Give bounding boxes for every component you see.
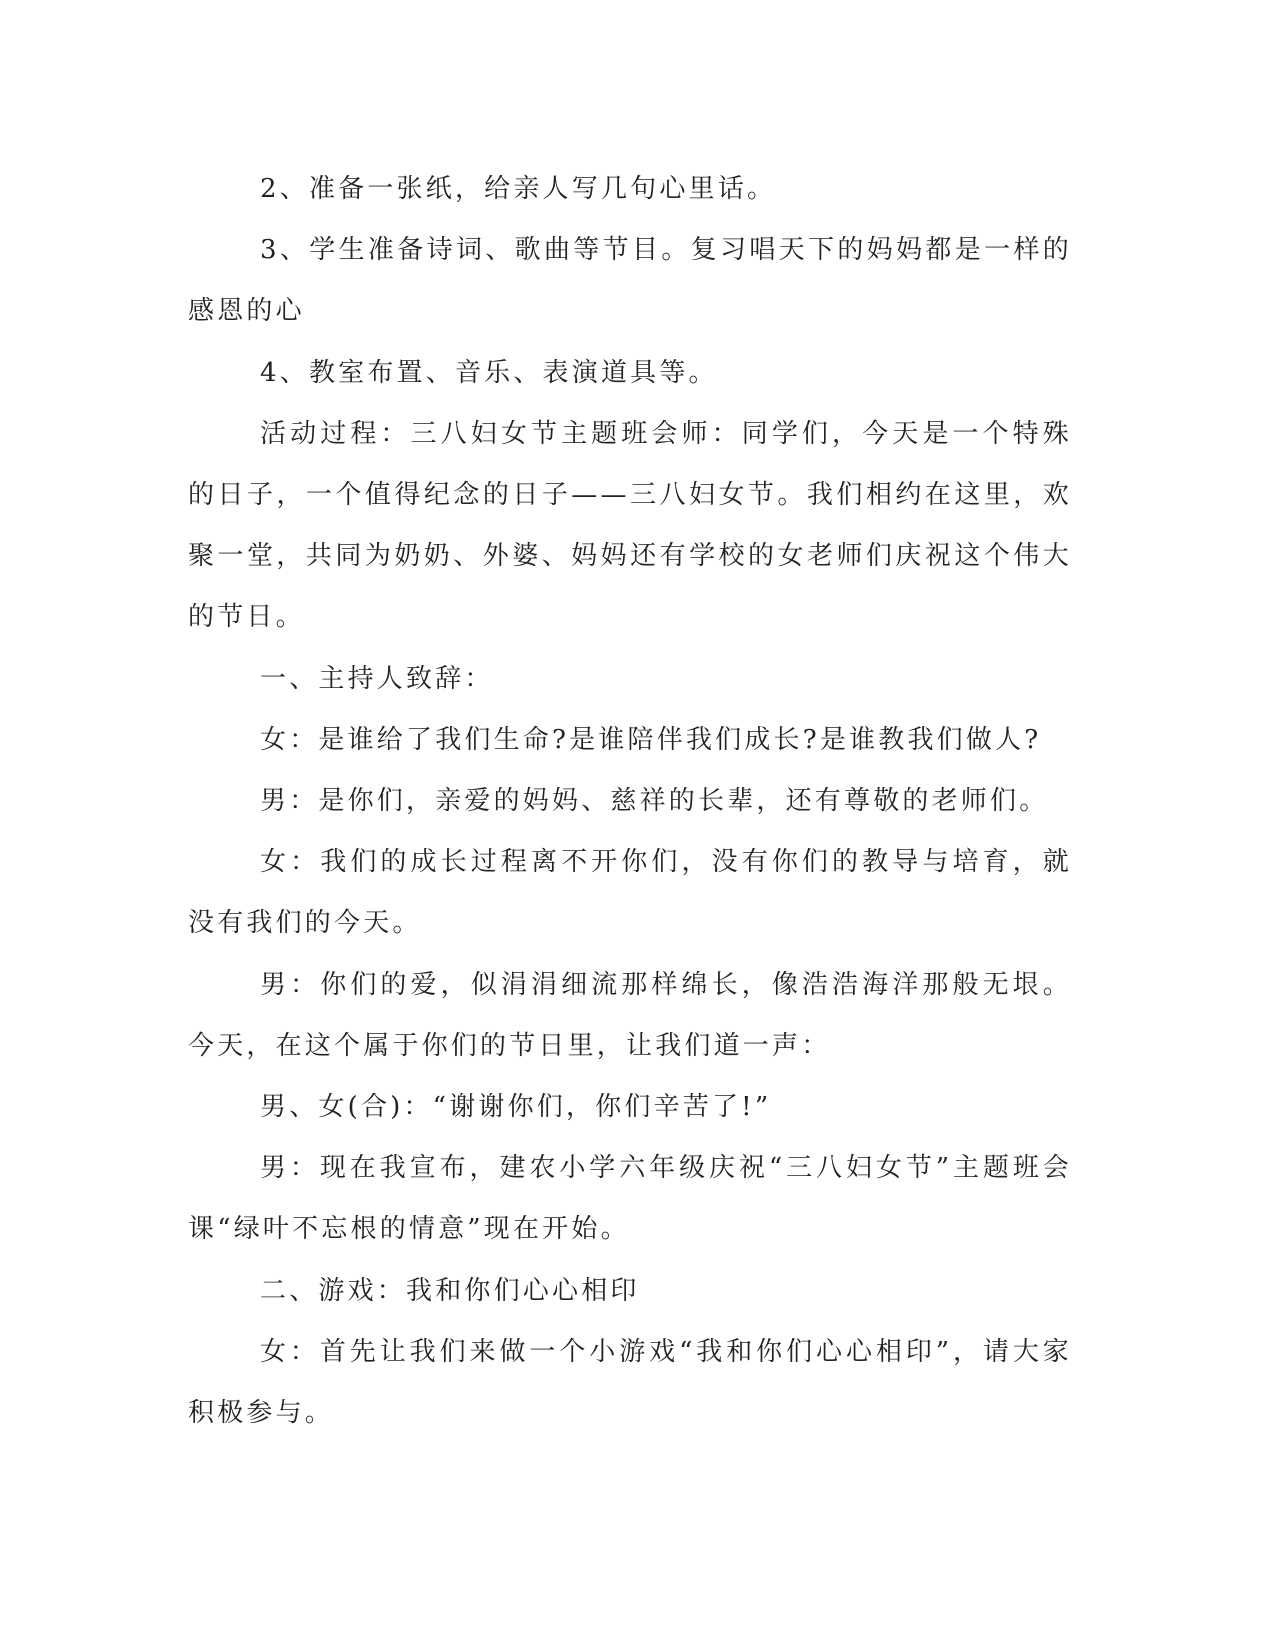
paragraph-prep-songs: 3、学生准备诗词、歌曲等节目。复习唱天下的妈妈都是一样的感恩的心 <box>188 235 1072 327</box>
section-heading-game: 二、游戏：我和你们心心相印 <box>260 1275 640 1306</box>
dialogue-line: 女：我们的成长过程离不开你们，没有你们的教导与培育，就没有我们的今天。 <box>188 847 1072 939</box>
dialogue-line: 男：现在我宣布，建农小学六年级庆祝“三八妇女节”主题班会课“绿叶不忘根的情意”现在开始。 <box>188 1153 1072 1245</box>
paragraph-prep-paper: 2、准备一张纸，给亲人写几句心里话。 <box>260 174 777 204</box>
section-heading-host-speech: 一、主持人致辞： <box>260 663 494 694</box>
dialogue-line: 女：是谁给了我们生命?是谁陪伴我们成长?是谁教我们做人? <box>260 724 1042 755</box>
dialogue-line: 男：你们的爱，似涓涓细流那样绵长，像浩浩海洋那般无垠。今天，在这个属于你们的节日里，让我们道一声： <box>188 969 1072 1061</box>
dialogue-line: 男：是你们，亲爱的妈妈、慈祥的长辈，还有尊敬的老师们。 <box>260 786 1049 817</box>
paragraph-prep-classroom: 4、教室布置、音乐、表演道具等。 <box>260 357 718 388</box>
dialogue-line: 男、女(合)：“谢谢你们，你们辛苦了!” <box>260 1092 772 1123</box>
dialogue-line: 女：首先让我们来做一个小游戏“我和你们心心相印”，请大家积极参与。 <box>188 1336 1072 1429</box>
paragraph-activity-process: 活动过程：三八妇女节主题班会师：同学们，今天是一个特殊的日子，一个值得纪念的日子——三八妇女节。我们相约在这里，欢聚一堂，共同为奶奶、外婆、妈妈还有学校的女老师们庆祝这个伟大的节日。 <box>188 418 1072 633</box>
document-body <box>188 159 1072 1444</box>
